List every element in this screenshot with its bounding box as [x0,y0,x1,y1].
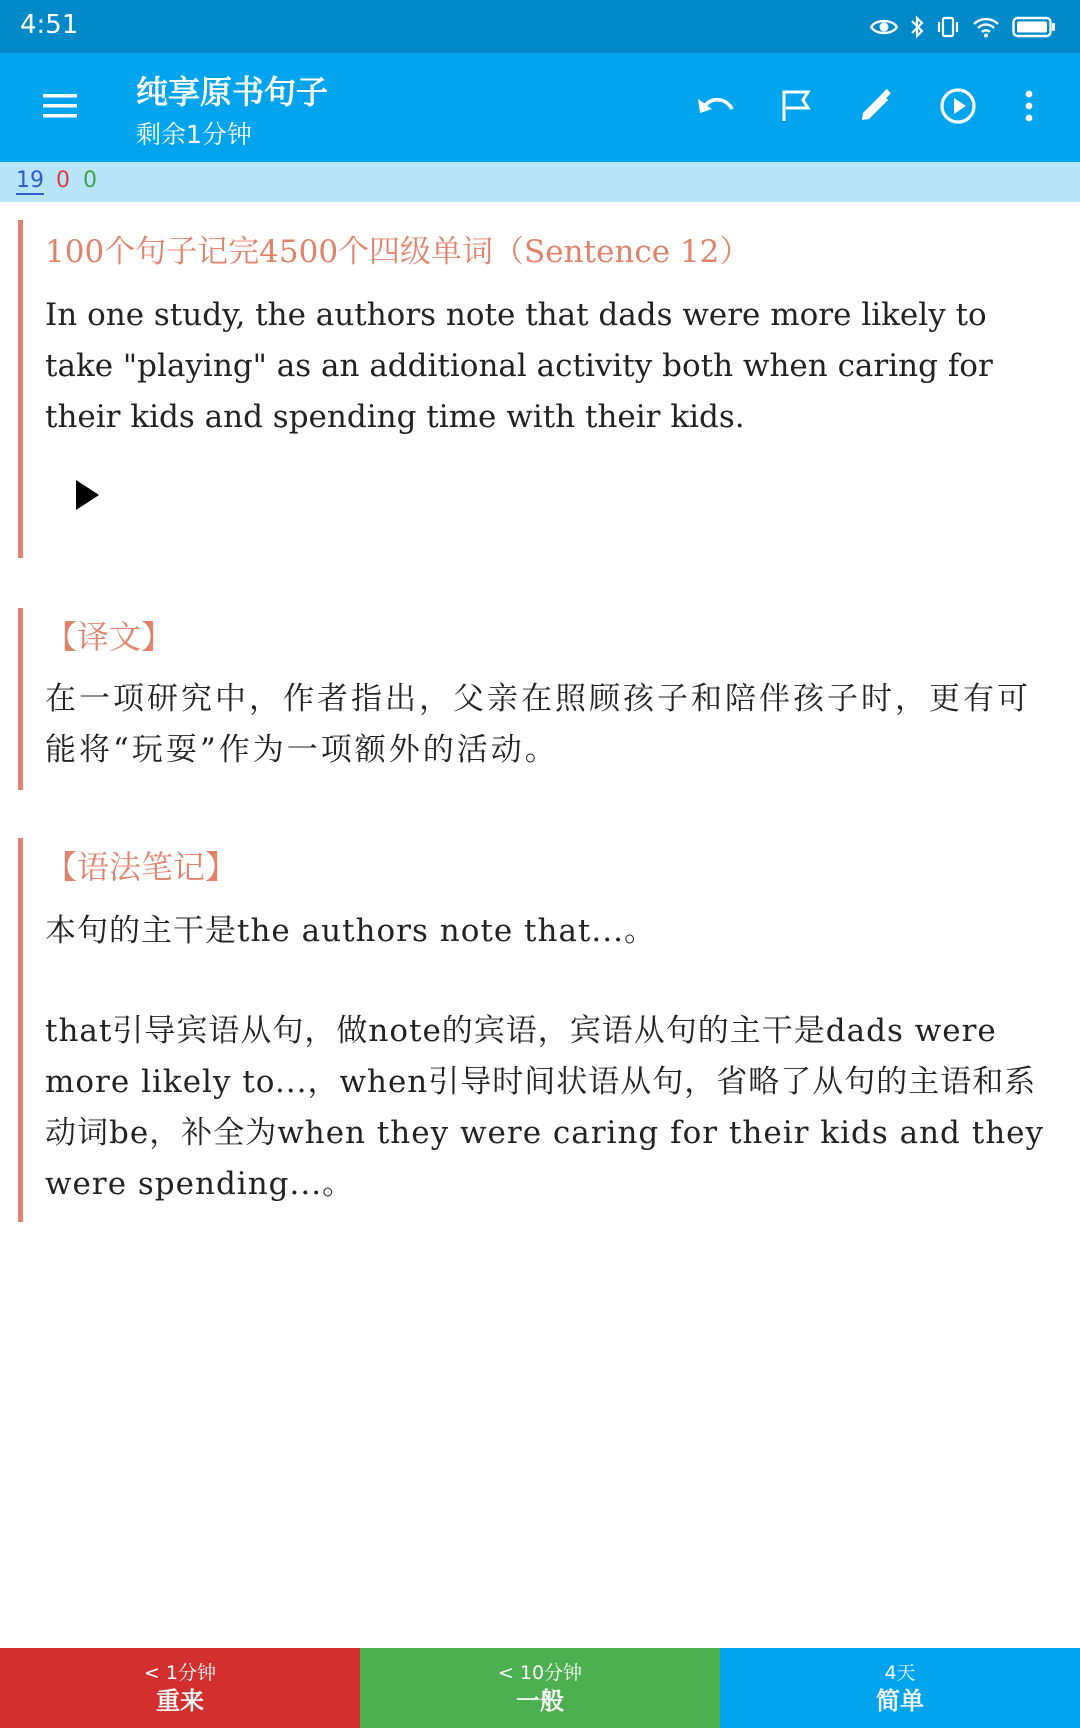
again-button[interactable] [0,1648,360,1728]
hamburger-menu-icon [43,93,77,124]
easy-button[interactable] [720,1648,1080,1728]
grammar-note-detail: that引导宾语从句，做note的宾语，宾语从句的主干是dads were more likely to...，when引导时间状语从句，省略了从句的主语和系动词be，补全为when they were caring for their kids and they were spending...。 [45,1013,1045,1202]
time-remaining: 剩余1分钟 [136,120,252,149]
status-time: 4:51 [20,10,79,40]
menu-button[interactable] [30,78,90,138]
play-circle-icon [939,87,977,130]
sentence-text: In one study, the authors note that dads were more likely to take "playing" as an additional activity both when caring for their kids and spending time with their kids. [45,297,993,435]
grammar-note-main: 本句的主干是the authors note that...。 [45,913,656,949]
card-counts [0,162,1080,202]
again-interval: < 1分钟 [143,1662,217,1684]
good-interval: < 10分钟 [497,1662,583,1684]
app-bar [0,53,1080,162]
more-options-button[interactable] [1001,80,1057,136]
learning-count: 0 [56,168,70,193]
deck-title: 纯享原书句子 [136,73,329,111]
play-sentence-button[interactable] [65,475,109,519]
more-vertical-icon [1024,90,1034,127]
translation-section [18,608,1062,790]
play-audio-button[interactable] [930,80,986,136]
translation-text: 在一项研究中，作者指出，父亲在照顾孩子和陪伴孩子时，更有可能将“玩耍”作为一项额外的活动。 [45,681,1031,768]
edit-icon [859,89,893,128]
wifi-icon [972,16,1000,38]
easy-label: 简单 [876,1687,924,1715]
undo-icon [696,91,736,126]
edit-button[interactable] [848,80,904,136]
good-label: 一般 [516,1687,564,1715]
flag-button[interactable] [768,80,824,136]
again-label: 重来 [156,1687,204,1715]
good-button[interactable] [360,1648,720,1728]
grammar-heading: 【语法笔记】 [45,848,238,886]
bluetooth-icon [910,15,924,39]
eye-icon [870,17,898,37]
play-icon [74,479,100,515]
answer-bar [0,1648,1080,1728]
new-count: 19 [16,168,44,193]
grammar-section [18,838,1062,1222]
sentence-section [18,220,1062,558]
review-count: 0 [83,168,97,193]
translation-heading: 【译文】 [45,618,174,656]
status-bar [0,0,1080,53]
status-icons [870,12,1056,42]
easy-interval: 4天 [884,1662,916,1684]
undo-button[interactable] [688,80,744,136]
battery-icon [1012,16,1056,38]
vibrate-icon [936,15,960,39]
flag-icon [780,89,812,128]
sentence-heading: 100个句子记完4500个四级单词（Sentence 12） [45,234,751,270]
